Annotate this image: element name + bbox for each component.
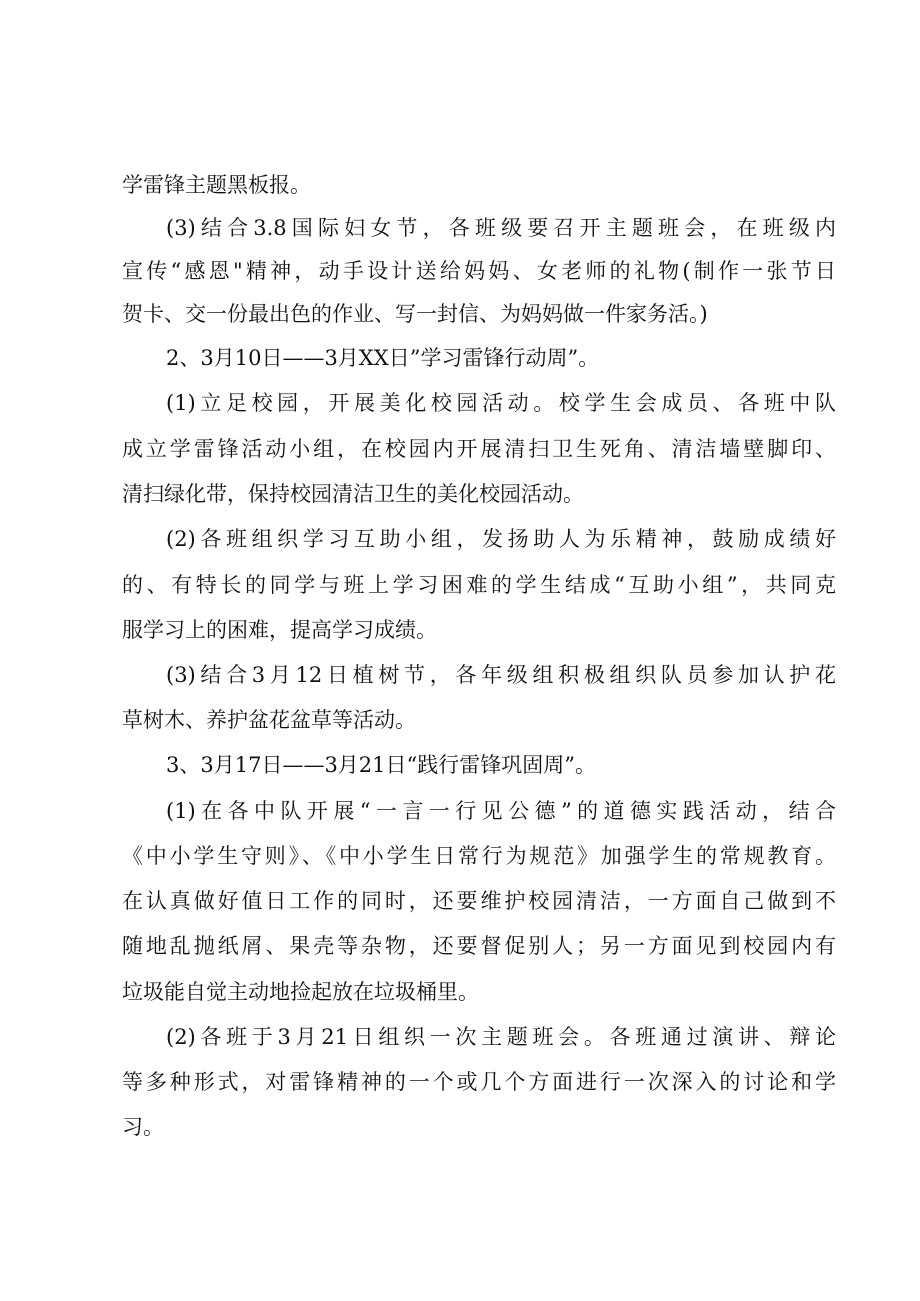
text-line: 服学习上的困难，提高学习成绩。: [122, 618, 437, 642]
text-line: 垃圾能自觉主动地捡起放在垃圾桶里。: [122, 980, 479, 1004]
text-line: 宣传“感恩"精神，动手设计送给妈妈、女老师的礼物(制作一张节日: [122, 259, 836, 283]
text-line: 《中小学生守则》、《中小学生日常行为规范》加强学生的常规教育。: [122, 844, 836, 868]
text-line: 随地乱抛纸屑、果壳等杂物，还要督促别人；另一方面见到校园内有: [122, 934, 836, 958]
text-line: 等多种形式，对雷锋精神的一个或几个方面进行一次深入的讨论和学: [122, 1070, 836, 1094]
section-heading: 3、3月17日——3月21日“践行雷锋巩固周”。: [166, 753, 596, 777]
text-line: (1)在各中队开展“一言一行见公德”的道德实践活动，结合: [166, 799, 836, 823]
text-line: (2)各班于3月21日组织一次主题班会。各班通过演讲、辩论: [166, 1025, 836, 1049]
text-line: 习。: [122, 1115, 164, 1139]
text-line: 学雷锋主题黑板报。: [122, 173, 311, 197]
text-line: 的、有特长的同学与班上学习困难的学生结成“互助小组”，共同克: [122, 573, 836, 597]
text-line: 清扫绿化带，保持校园清洁卫生的美化校园活动。: [122, 482, 584, 506]
text-line: (3)结合3.8国际妇女节，各班级要召开主题班会，在班级内: [166, 216, 836, 240]
text-line: 草树木、养护盆花盆草等活动。: [122, 708, 416, 732]
text-line: (3)结合3月12日植树节，各年级组积极组织队员参加认护花: [166, 663, 836, 687]
text-line: 在认真做好值日工作的同时，还要维护校园清洁，一方面自己做到不: [122, 889, 836, 913]
text-line: (1)立足校园，开展美化校园活动。校学生会成员、各班中队: [166, 391, 836, 415]
section-heading: 2、3月10日——3月XX日”学习雷锋行动周”。: [166, 346, 600, 370]
text-line: 成立学雷锋活动小组，在校园内开展清扫卫生死角、清洁墙壁脚印、: [122, 437, 836, 461]
text-line: 贺卡、交一份最出色的作业、写一封信、为妈妈做一件家务活。): [122, 302, 708, 326]
text-line: (2)各班组织学习互助小组，发扬助人为乐精神，鼓励成绩好: [166, 527, 836, 551]
